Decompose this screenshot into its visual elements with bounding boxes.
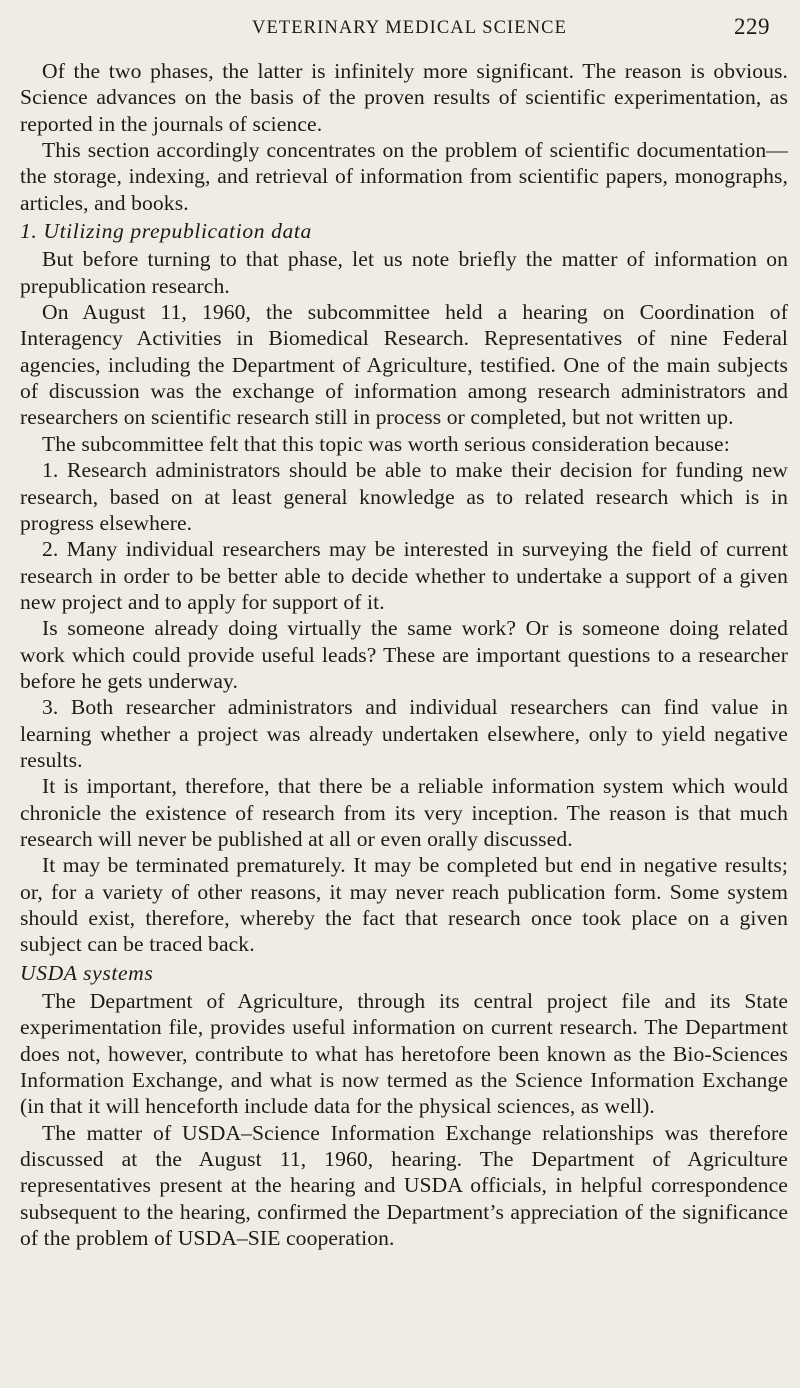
paragraph-department: The Department of Agriculture, through its central project file and its State experimentation file, provides useful information on current research. The Department does not, however, contribute to what has heretofore been known as the Bio-Sciences Information Exchange, and what is now termed as the Science Information Exchange (in that it will henceforth include data for the physical sciences, as well). <box>20 989 788 1119</box>
paragraph-phases: Of the two phases, the latter is infinitely more significant. The reason is obvious. Science advances on the basis of the proven results of scientific experimentation, as reported in the journals of science. <box>20 59 788 136</box>
paragraph-hearing: On August 11, 1960, the subcommittee held a hearing on Coordination of Interagency Activities in Biomedical Research. Representatives of nine Federal agencies, including the Department of Agriculture, testified. One of the main subjects of discussion was the exchange of information among research administrators and researchers on scientific research still in process or completed, but not written up. <box>20 300 788 430</box>
paragraph-consideration: The subcommittee felt that this topic was worth serious consideration because: <box>42 431 730 456</box>
running-header <box>20 0 788 58</box>
paragraph-information-system: It is important, therefore, that there be a reliable information system which would chronicle the existence of research from its very inception. The reason is that much research will never be published at all or even orally discussed. <box>20 774 788 851</box>
running-title: VETERINARY MEDICAL SCIENCE <box>252 18 567 38</box>
paragraph-usda-sie: The matter of USDA–Science Information Exchange relationships was therefore discussed at the August 11, 1960, hearing. The Department of Agriculture representatives present at the hearing and USDA officials, in helpful correspondence subsequent to the hearing, confirmed the Department’s appreciation of the significance of the problem of USDA–SIE cooperation. <box>20 1120 788 1251</box>
list-item-1: 1. Research administrators should be able to make their decision for funding new research, based on at least general knowledge as to related research which is in progress elsewhere. <box>20 458 788 535</box>
list-item-3: 3. Both researcher administrators and individual researchers can find value in learning whether a project was already undertaken elsewhere, only to yield negative results. <box>20 695 788 772</box>
page-number: 229 <box>734 14 770 39</box>
list-item-2: 2. Many individual researchers may be interested in surveying the field of current research in order to be better able to decide whether to undertake a support of a given new project and to apply for support of it. <box>20 537 788 614</box>
paragraph-section-focus: This section accordingly concentrates on the problem of scientific documentation—the storage, indexing, and retrieval of information from scientific papers, monographs, articles, and books. <box>20 138 788 215</box>
paragraph-terminated: It may be terminated prematurely. It may be completed but end in negative results; or, for a variety of other reasons, it may never reach publication form. Some system should exist, therefore, whereby the fact that research once took place on a given subject can be traced back. <box>20 853 788 957</box>
subheading-prepublication: 1. Utilizing prepublication data <box>20 219 312 244</box>
body-text <box>20 58 788 1251</box>
subheading-usda-systems: USDA systems <box>20 960 154 985</box>
paragraph-prepublication-intro: But before turning to that phase, let us note briefly the matter of information on prepublication research. <box>20 247 788 298</box>
paragraph-questions: Is someone already doing virtually the same work? Or is someone doing related work which could provide useful leads? These are important questions to a researcher before he gets underway. <box>20 616 788 693</box>
